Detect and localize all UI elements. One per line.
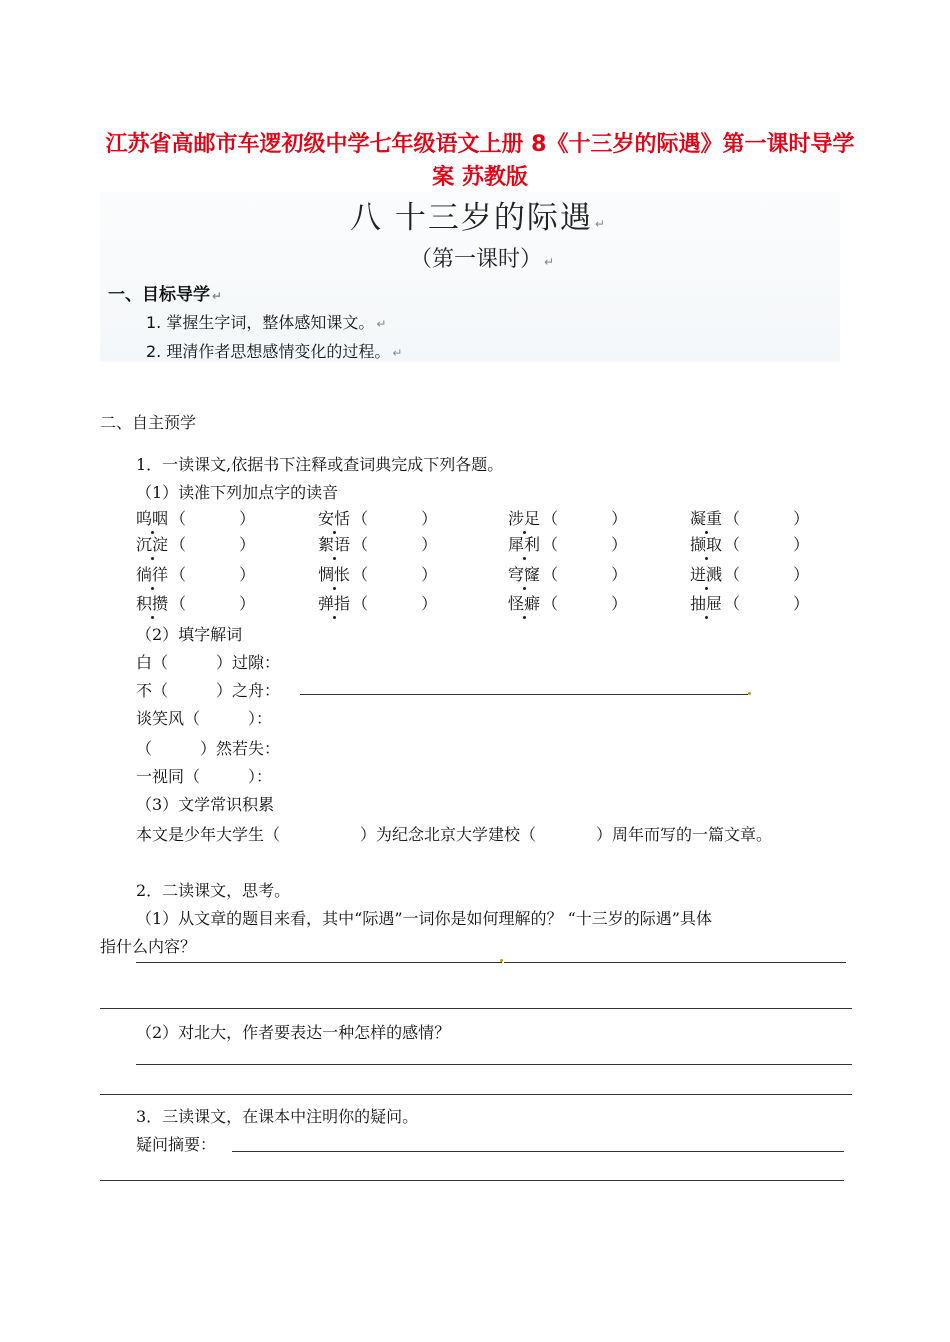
pinyin-item [508, 506, 627, 529]
question-2-2: （2）对北大，作者要表达一种怎样的感情？ [136, 1023, 451, 1042]
answer-blank[interactable]: （ ） [170, 535, 256, 554]
answer-line[interactable] [136, 962, 502, 963]
pinyin-word: 涉足 [508, 509, 541, 528]
pinyin-word: 怪癖 [508, 594, 541, 613]
lesson-heading: 八 十三岁的际遇 ↵ [350, 200, 607, 236]
mark-dot [500, 959, 503, 962]
pinyin-item [690, 591, 809, 614]
pinyin-item [136, 562, 255, 585]
goals-section-title: 一、目标导学 ↵ [108, 285, 223, 305]
answer-blank[interactable]: （ ） [352, 509, 438, 528]
answer-blank[interactable]: （ ） [724, 509, 810, 528]
answer-blank[interactable]: （ ） [724, 535, 810, 554]
pinyin-item [136, 591, 255, 614]
answer-line[interactable] [504, 962, 846, 963]
literature-fact: 本文是少年大学生（ ）为纪念北京大学建校（ ）周年而写的一篇文章。 [136, 825, 773, 844]
answer-line[interactable] [100, 1180, 844, 1181]
pinyin-word: 沉淀 [136, 535, 169, 554]
fill-word-item [136, 650, 280, 673]
answer-line[interactable] [232, 1151, 844, 1152]
fill-word-item [136, 678, 280, 701]
fill-word-prefix: 白（ [136, 653, 169, 672]
pinyin-word: 迸溅 [690, 565, 723, 584]
fill-word-item [136, 764, 272, 787]
pinyin-word: 安恬 [318, 509, 351, 528]
pinyin-word: 徜徉 [136, 565, 169, 584]
answer-blank[interactable]: （ ） [542, 594, 628, 613]
pinyin-item [318, 506, 437, 529]
pinyin-item [136, 506, 255, 529]
pinyin-item [690, 562, 809, 585]
question-2-1: （1）从文章的题目来看，其中“际遇”一词你是如何理解的？ “十三岁的际遇”具体 [136, 909, 712, 928]
answer-blank[interactable]: （ ） [352, 565, 438, 584]
question-2-1-cont: 指什么内容？ [100, 937, 197, 956]
goal-item-1: 1. 掌握生字词，整体感知课文。 ↵ [146, 313, 387, 332]
question-1: 1．一读课文,依据书下注释或查词典完成下列各题。 [136, 455, 504, 474]
pinyin-item [318, 591, 437, 614]
fill-word-suffix: ）过隙： [216, 653, 281, 672]
fill-word-suffix: ）： [248, 709, 273, 728]
pinyin-word: 呜咽 [136, 509, 169, 528]
answer-blank[interactable]: （ ） [542, 565, 628, 584]
answer-blank[interactable]: （ ） [542, 535, 628, 554]
fill-word-prefix: 不（ [136, 681, 169, 700]
pinyin-item [508, 591, 627, 614]
question-1-3: （3）文学常识积累 [136, 795, 275, 814]
pinyin-item [690, 532, 809, 555]
pinyin-word: 凝重 [690, 509, 723, 528]
pinyin-item [136, 532, 255, 555]
mark-dot [748, 692, 751, 695]
fill-word-prefix: （ [136, 739, 153, 758]
answer-line[interactable] [100, 1094, 852, 1095]
answer-blank[interactable]: （ ） [352, 594, 438, 613]
answer-blank[interactable]: （ ） [170, 594, 256, 613]
pinyin-item [318, 532, 437, 555]
answer-blank[interactable]: （ ） [352, 535, 438, 554]
document-title: 江苏省高邮市车逻初级中学七年级语文上册 8《十三岁的际遇》第一课时导学案 苏教版 [105, 132, 855, 190]
question-1-1: （1）读准下列加点字的读音 [136, 483, 339, 502]
pinyin-word: 积攒 [136, 594, 169, 613]
pinyin-item [318, 562, 437, 585]
question-3: 3．三读课文，在课本中注明你的疑问。 [136, 1107, 419, 1126]
fill-word-suffix: ）之舟： [216, 681, 281, 700]
pinyin-word: 絮语 [318, 535, 351, 554]
answer-line[interactable] [100, 1008, 852, 1009]
pinyin-word: 犀利 [508, 535, 541, 554]
pinyin-word: 惆怅 [318, 565, 351, 584]
pinyin-word: 弹指 [318, 594, 351, 613]
answer-blank[interactable]: （ ） [170, 565, 256, 584]
fill-word-suffix: ）： [248, 767, 273, 786]
answer-line[interactable] [136, 1064, 852, 1065]
answer-blank[interactable]: （ ） [542, 509, 628, 528]
preview-section-title: 二、自主预学 [100, 413, 197, 432]
fill-word-prefix: 一视同（ [136, 767, 201, 786]
answer-blank[interactable]: （ ） [724, 594, 810, 613]
answer-line[interactable] [300, 694, 748, 695]
pinyin-item [508, 532, 627, 555]
fill-word-item [136, 706, 272, 729]
pinyin-item [690, 506, 809, 529]
question-3-label: 疑问摘要： [136, 1135, 217, 1154]
question-1-2: （2）填字解词 [136, 625, 243, 644]
lesson-subheading: （第一课时） ↵ [410, 247, 555, 272]
fill-word-prefix: 谈笑风（ [136, 709, 201, 728]
pinyin-item [508, 562, 627, 585]
fill-word-item [136, 736, 280, 759]
answer-blank[interactable]: （ ） [170, 509, 256, 528]
goal-item-2: 2. 理清作者思想感情变化的过程。 ↵ [146, 342, 403, 361]
answer-blank[interactable]: （ ） [724, 565, 810, 584]
fill-word-suffix: ）然若失： [200, 739, 281, 758]
question-2: 2．二读课文，思考。 [136, 881, 291, 900]
scanned-header-image [100, 192, 840, 362]
pinyin-word: 穹窿 [508, 565, 541, 584]
pinyin-word: 撷取 [690, 535, 723, 554]
pinyin-word: 抽屉 [690, 594, 723, 613]
